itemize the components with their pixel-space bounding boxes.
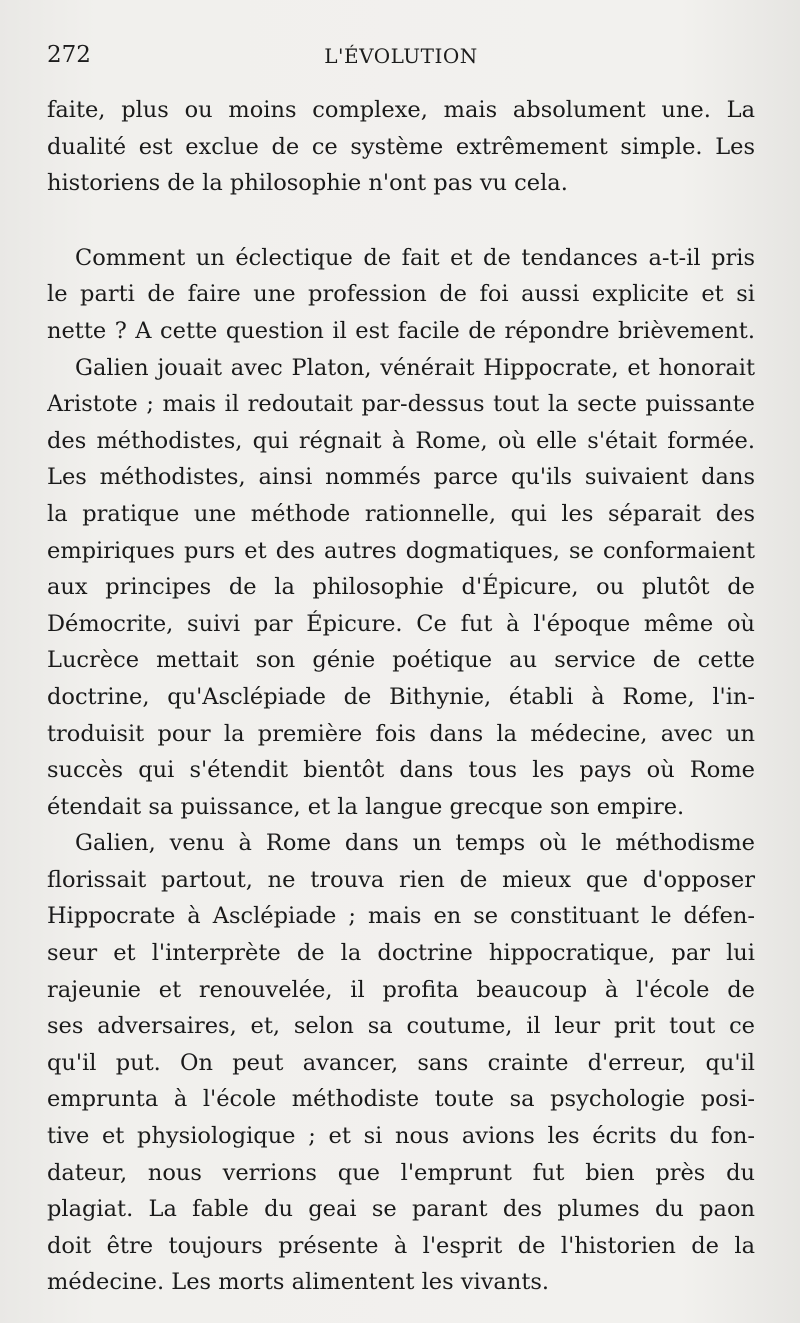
- text-line: étendait sa puissance, et la langue grecque son empire.: [47, 793, 685, 820]
- text-line: Comment un éclectique de fait et de tendances a-t-il pris: [75, 244, 755, 271]
- text-line: Hippocrate à Asclépiade ; mais en se constituant le défen-: [47, 903, 755, 930]
- text-line: doctrine, qu'Asclépiade de Bithynie, établi à Rome, l'in-: [47, 683, 755, 710]
- text-line: ses adversaires, et, selon sa coutume, il leur prit tout ce: [47, 1013, 755, 1040]
- text-line: médecine. Les morts alimentent les vivants.: [47, 1269, 550, 1296]
- text-line: faite, plus ou moins complexe, mais absolument une. La: [47, 97, 755, 123]
- text-line: seur et l'interprète de la doctrine hippocratique, par lui: [47, 940, 755, 967]
- paragraph: [47, 350, 755, 826]
- text-line: Les méthodistes, ainsi nommés parce qu'ils suivaient dans: [47, 464, 755, 491]
- body-text: [47, 92, 755, 1301]
- text-line: succès qui s'étendit bientôt dans tous les pays où Rome: [47, 757, 755, 784]
- text-line: troduisit pour la première fois dans la médecine, avec un: [47, 720, 755, 747]
- text-line: la pratique une méthode rationnelle, qui les séparait des: [47, 500, 755, 527]
- text-line: Galien jouait avec Platon, vénérait Hippocrate, et honorait: [75, 354, 755, 381]
- text-line: doit être toujours présente à l'esprit de l'historien de la: [47, 1232, 755, 1259]
- page-header: [47, 42, 755, 76]
- text-line: rajeunie et renouvelée, il profita beaucoup à l'école de: [47, 976, 755, 1003]
- text-line: Démocrite, suivi par Épicure. Ce fut à l'époque même où: [47, 610, 755, 637]
- text-line: qu'il put. On peut avancer, sans crainte d'erreur, qu'il: [47, 1049, 755, 1076]
- paragraph-gap: [47, 202, 755, 240]
- page-number: 272: [47, 42, 91, 68]
- paragraph: [47, 240, 755, 350]
- text-line: dualité est exclue de ce système extrêmement simple. Les: [47, 133, 755, 160]
- text-line: plagiat. La fable du geai se parant des plumes du paon: [47, 1196, 755, 1223]
- text-line: le parti de faire une profession de foi aussi explicite et si: [47, 281, 755, 308]
- text-line: dateur, nous verrions que l'emprunt fut bien près du: [47, 1159, 755, 1186]
- text-line: nette ? A cette question il est facile de répondre brièvement.: [47, 317, 755, 344]
- text-line: tive et physiologique ; et si nous avions les écrits du fon-: [47, 1123, 755, 1150]
- paragraph: [47, 92, 755, 202]
- running-title: L'ÉVOLUTION: [324, 44, 478, 68]
- text-line: des méthodistes, qui régnait à Rome, où elle s'était formée.: [47, 427, 755, 454]
- text-line: empiriques purs et des autres dogmatiques, se conformaient: [47, 537, 755, 564]
- text-line: florissait partout, ne trouva rien de mieux que d'opposer: [47, 866, 755, 893]
- text-line: Aristote ; mais il redoutait par-dessus tout la secte puissante: [47, 391, 755, 418]
- text-line: emprunta à l'école méthodiste toute sa psychologie posi-: [47, 1086, 755, 1113]
- text-line: aux principes de la philosophie d'Épicure, ou plutôt de: [47, 574, 755, 601]
- text-line: historiens de la philosophie n'ont pas vu cela.: [47, 170, 568, 197]
- text-line: Lucrèce mettait son génie poétique au service de cette: [47, 647, 755, 674]
- paragraph: [47, 825, 755, 1301]
- text-line: Galien, venu à Rome dans un temps où le méthodisme: [75, 830, 755, 857]
